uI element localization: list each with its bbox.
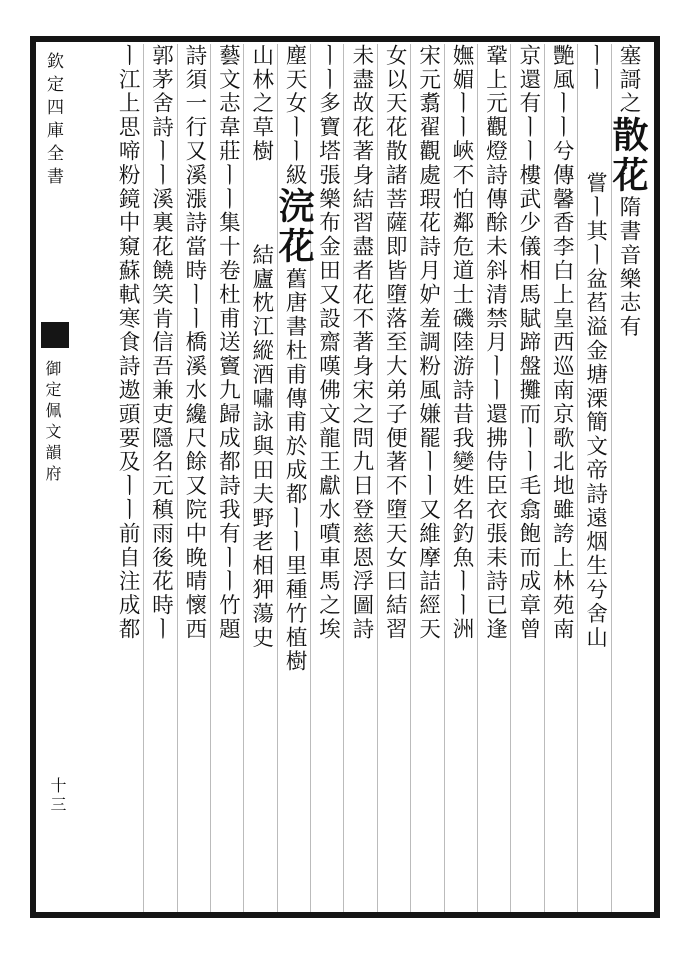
text-segment: 結廬枕江縱酒嘯詠與田夫野老相狎蕩史 [248, 243, 274, 650]
text-column [607, 44, 649, 912]
text-segment: 艷風ㅣㅣ兮傳馨香李白上皇西巡南京歌北地雖誇上林苑南 [549, 44, 575, 642]
text-column [445, 44, 478, 912]
text-column [378, 44, 411, 912]
book-title: 御定佩文韻府 [43, 360, 62, 486]
text-column [511, 44, 544, 912]
text-column [344, 44, 377, 912]
text-column [211, 44, 244, 912]
text-column [478, 44, 511, 912]
text-segment: ㅣ江上思啼粉鏡中窺蘇軾寒食詩遨頭要及ㅣㅣ前自注成都 [115, 44, 141, 642]
headword: 浣花 [273, 187, 316, 268]
text-segment: 塵天女ㅣㅣ級 [282, 44, 308, 188]
text-column [273, 44, 316, 912]
text-segment: 宋元翥翟觀處瑕花詩月妒羞調粉風嫌罷ㅣㅣ又維摩詰經天 [415, 44, 441, 642]
text-segment: 嘗ㅣ其ㅣ盆萏溢金塘溧簡文帝詩遠烟生兮舍山 [582, 171, 608, 650]
text-column [244, 44, 277, 912]
text-columns [76, 44, 649, 912]
text-column [144, 44, 177, 912]
text-segment: 嫵媚ㅣㅣ峽不怕鄰危道士磯陸游詩昔我變姓名釣魚ㅣㅣ洲 [449, 44, 475, 642]
text-segment: ㅣㅣ多寶塔張樂布金田又設齋嘆佛文龍王獻水噴車馬之埃 [315, 44, 341, 642]
collection-title: 欽定四庫全書 [43, 52, 63, 190]
text-segment: 鞏上元觀燈詩傳酴未斜清禁月ㅣㅣ還拂侍臣衣張耒詩已逢 [482, 44, 508, 642]
text-column [545, 44, 578, 912]
page-number: 十三 [48, 777, 67, 815]
text-segment: 舊唐書杜甫傳甫於成都ㅣㅣ里種竹植樹 [282, 267, 308, 674]
text-column [178, 44, 211, 912]
text-column [311, 44, 344, 912]
headword: 散花 [607, 115, 649, 196]
text-segment: ㅣㅣ [582, 44, 608, 92]
text-column [111, 44, 144, 912]
text-segment: 塞謌之 [616, 44, 641, 116]
text-segment: 藝文志韋莊ㅣㅣ集十卷杜甫送竇九歸成都詩我有ㅣㅣ竹題 [215, 44, 241, 642]
text-segment: 京還有ㅣㅣ樓武少儀相馬賦蹄盤攤而ㅣㅣ毛翕飽而成章曾 [515, 44, 541, 642]
fishtail-mark [41, 322, 69, 348]
text-segment: 女以天花散諸菩薩即皆墮落至大弟子便著不墮天女曰結習 [382, 44, 408, 642]
text-segment: 郭茅舍詩ㅣㅣ溪裏花饒笑肯信吾兼吏隱名元稹雨後花時ㅣ [148, 44, 174, 642]
margin-strip [36, 42, 74, 912]
text-segment: 山林之草樹 [248, 44, 274, 164]
text-column [411, 44, 444, 912]
text-segment: 未盡故花著身結習盡者花不著身宋之問九日登慈恩浮圖詩 [348, 44, 374, 642]
text-segment: 詩須一行又溪漲詩當時ㅣㅣ橋溪水纔尺餘又院中晚晴懷西 [181, 44, 207, 642]
text-segment: 隋書音樂志有 [616, 195, 641, 340]
